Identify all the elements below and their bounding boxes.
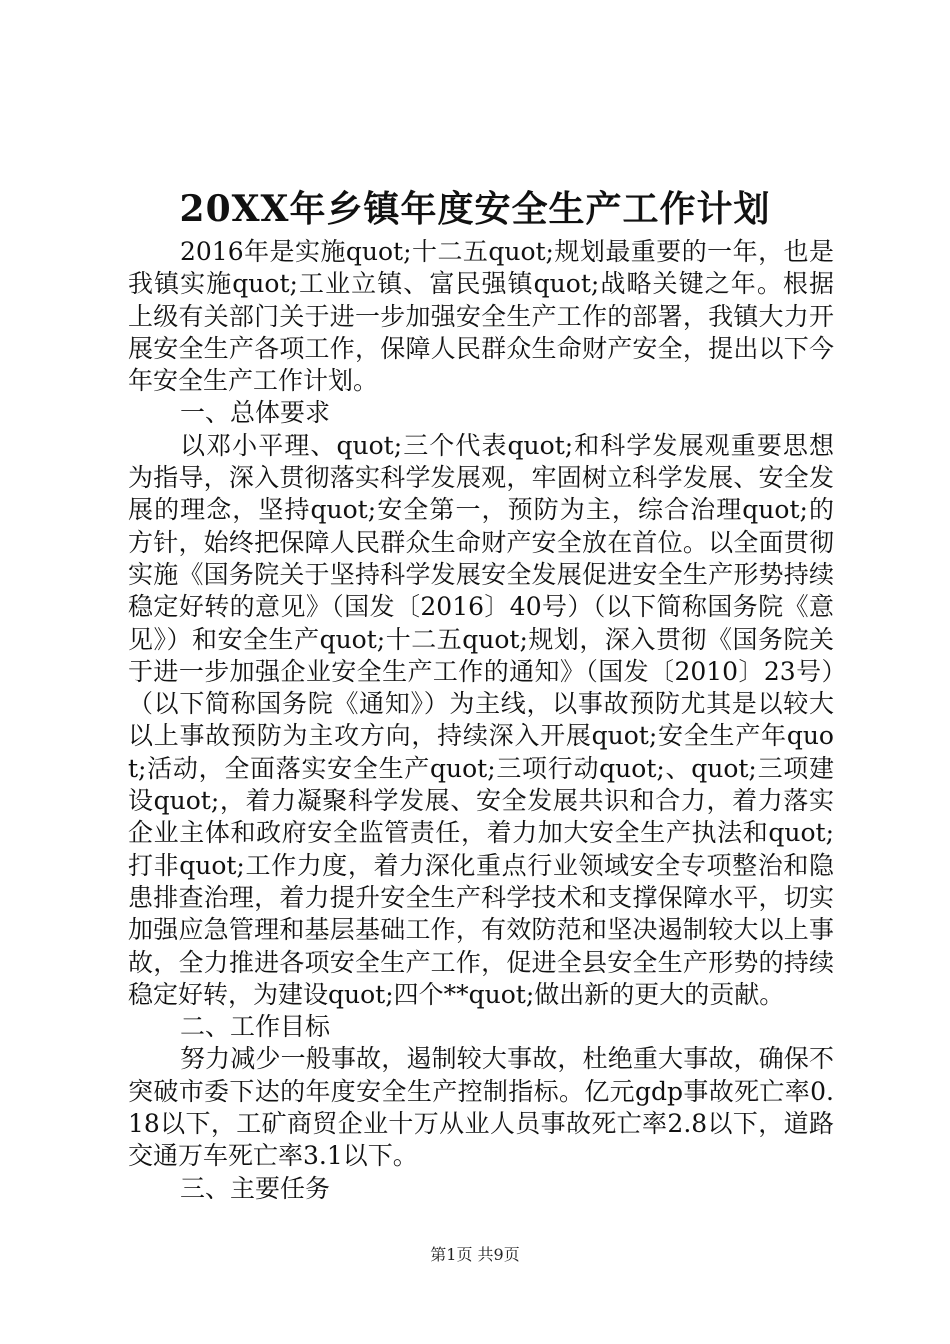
intro-paragraph: 2016年是实施quot;十二五quot;规划最重要的一年，也是我镇实施quot;工业立镇、富民强镇quot;战略关键之年。根据上级有关部门关于进一步加强安全生产工作的部署，我镇大力开展安全生产各项工作，保障人民群众生命财产安全，提出以下今年安全生产工作计划。 [128,237,834,396]
work-goals-paragraph: 努力减少一般事故，遏制较大事故，杜绝重大事故，确保不突破市委下达的年度安全生产控制指标。亿元gdp事故死亡率0.18以下，工矿商贸企业十万从业人员事故死亡率2.8以下，道路交通万车死亡率3.1以下。 [128,1044,834,1171]
general-requirements-paragraph: 以邓小平理、quot;三个代表quot;和科学发展观重要思想为指导，深入贯彻落实科学发展观，牢固树立科学发展、安全发展的理念，坚持quot;安全第一，预防为主，综合治理quot;的方针，始终把保障人民群众生命财产安全放在首位。以全面贯彻实施《国务院关于坚持科学发展安全发展促进安全生产形势持续稳定好转的意见》（国发〔2016〕40号）（以下简称国务院《意见》）和安全生产quot;十二五quot;规划，深入贯彻《国务院关于进一步加强企业安全生产工作的通知》（国发〔2010〕23号）（以下简称国务院《通知》）为主线，以事故预防尤其是以较大以上事故预防为主攻方向，持续深入开展quot;安全生产年quot;活动，全面落实安全生产quot;三项行动quot;、quot;三项建设quot;，着力凝聚科学发展、安全发展共识和合力，着力落实企业主体和政府安全监管责任，着力加大安全生产执法和quot;打非quot;工作力度，着力深化重点行业领域安全专项整治和隐患排查治理，着力提升安全生产科学技术和支撑保障水平，切实加强应急管理和基层基础工作，有效防范和坚决遏制较大以上事故，全力推进各项安全生产工作，促进全县安全生产形势的持续稳定好转，为建设quot;四个**quot;做出新的更大的贡献。 [128,430,834,1009]
document-body [128,236,834,1205]
section-heading-work-goals: 二、工作目标 [180,1012,331,1042]
page-footer: 第1页 共9页 [430,1245,520,1264]
section-heading-general-requirements: 一、总体要求 [180,398,331,428]
section-heading-main-tasks: 三、主要任务 [180,1173,331,1203]
document-title: 20XX年乡镇年度安全生产工作计划 [179,188,771,230]
